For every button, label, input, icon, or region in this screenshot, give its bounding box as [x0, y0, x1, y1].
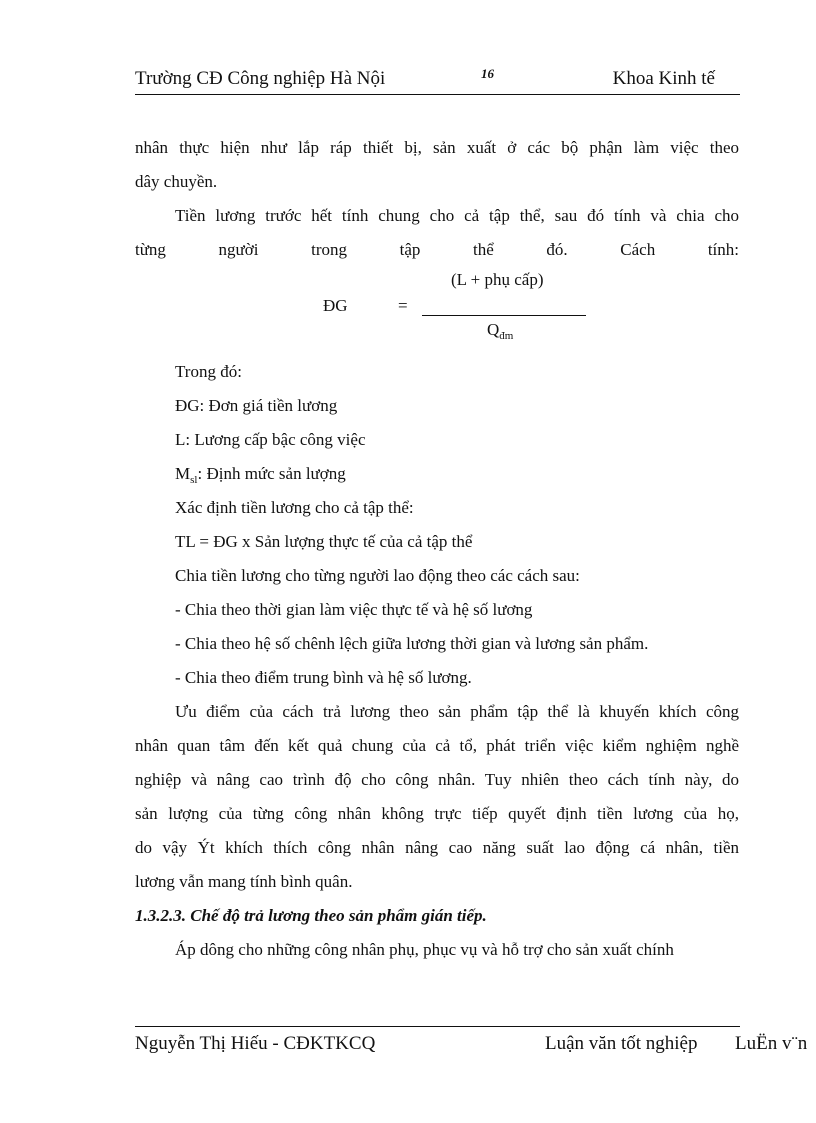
paragraph-line: Ưu điểm của cách trả lương theo sản phẩm tập thể là khuyến khích công: [175, 702, 739, 721]
unit-price-formula: [135, 268, 739, 358]
header-faculty: Khoa Kinh tế: [612, 68, 715, 89]
paragraph-line: Trong đó:: [175, 362, 242, 381]
footer-overflow-text: LuËn v¨n: [735, 1033, 808, 1054]
section-heading: 1.3.2.3. Chế độ trả lương theo sản phẩm gián tiếp.: [135, 906, 487, 925]
paragraph-line: Chia tiền lương cho từng người lao động theo các cách sau:: [175, 566, 580, 585]
paragraph-line: từng người trong tập thể đó. Cách tính:: [135, 240, 739, 259]
paragraph-line: nghiệp và nâng cao trình độ cho công nhân. Tuy nhiên theo cách tính này, do: [135, 770, 739, 789]
paragraph-line: Xác định tiền lương cho cả tập thể:: [175, 498, 414, 517]
formula-equals: =: [398, 296, 408, 315]
paragraph-line: lương vẫn mang tính bình quân.: [135, 872, 353, 891]
list-item: - Chia theo hệ số chênh lệch giữa lương thời gian và lương sản phẩm.: [175, 634, 649, 653]
paragraph-line: sản lượng của từng công nhân không trực tiếp quyết định tiền lương của họ,: [135, 804, 739, 823]
formula-numerator: (L + phụ cấp): [451, 270, 544, 289]
paragraph-line: ĐG: Đơn giá tiền lương: [175, 396, 338, 415]
footer-author: Nguyễn Thị Hiếu - CĐKTKCQ: [135, 1033, 376, 1054]
paragraph-line: Áp dông cho những công nhân phụ, phục vụ và hỗ trợ cho sản xuất chính: [175, 940, 674, 959]
formula-lhs: ĐG: [323, 296, 348, 315]
paragraph-line: TL = ĐG x Sản lượng thực tế của cả tập thể: [175, 532, 473, 551]
header-school: Trường CĐ Công nghiệp Hà Nội: [135, 68, 386, 89]
msl-symbol: M: [175, 464, 191, 483]
list-item: - Chia theo thời gian làm việc thực tế và hệ số lương: [175, 600, 533, 619]
footer-thesis: Luận văn tốt nghiệp: [545, 1033, 698, 1054]
paragraph-line: dây chuyền.: [135, 172, 218, 191]
paragraph-line: nhân quan tâm đến kết quả chung của cả tổ, phát triển việc kiểm nghiệm nghề: [135, 736, 739, 755]
page-header: [135, 66, 740, 95]
paragraph-line: nhân thực hiện như lắp ráp thiết bị, sản xuất ở các bộ phận làm việc theo: [135, 138, 739, 157]
paragraph-line: do vậy Ýt khích thích công nhân nâng cao năng suất lao động cá nhân, tiền: [135, 838, 739, 857]
paragraph-line: [135, 460, 739, 494]
formula-denominator: [487, 320, 513, 342]
body-text: [135, 134, 739, 970]
denominator-subscript: đm: [499, 330, 514, 342]
page-footer: [135, 1026, 808, 1054]
paragraph-line: Tiền lương trước hết tính chung cho cả tập thể, sau đó tính và chia cho: [175, 206, 739, 225]
page-number: 16: [481, 66, 494, 81]
paragraph-line: L: Lương cấp bậc công việc: [175, 430, 366, 449]
msl-definition: : Định mức sản lượng: [197, 464, 346, 483]
msl-subscript: sl: [190, 474, 198, 486]
list-item: - Chia theo điểm trung bình và hệ số lương.: [175, 668, 472, 687]
fraction-bar: [422, 315, 586, 316]
denominator-q: Q: [487, 320, 500, 339]
